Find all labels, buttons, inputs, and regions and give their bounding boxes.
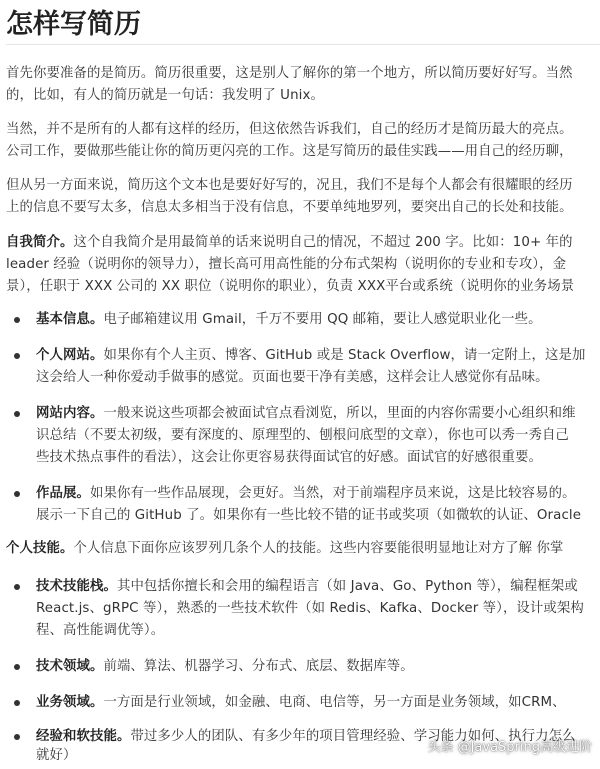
intro-p2-line-1: 当然，并不是所有的人都有这样的经历，但这依然告诉我们，自己的经历才是简历最大的亮点。	[6, 122, 573, 137]
page-title: 怎样写简历	[6, 9, 141, 40]
intro-p3-line-2: 上的信息不要写太多，信息太多相当于没有信息，不要单纯地罗列，要突出自己的长处和技能。	[6, 200, 573, 215]
bullet-dot	[14, 317, 20, 323]
list-item-site-content: 网站内容。一般来说这些项都会被面试官点看浏览，所以，里面的内容你需要小心组织和维	[36, 406, 576, 421]
bullet-dot	[14, 353, 20, 359]
list-item-portfolio-cont: 展示一下自己的 GitHub 了。如果你有一些比较不错的证书或奖项（如微软的认证、Oracle	[36, 508, 582, 523]
list-item-soft-skills-cont: 就好）	[36, 748, 77, 763]
list-item-tech-domain: 技术领域。前端、算法、机器学习、分布式、底层、数据库等。	[36, 659, 414, 674]
skills-label: 个人技能。	[6, 541, 74, 556]
bullet-dot	[14, 411, 20, 417]
bullet-dot	[14, 664, 20, 670]
watermark: 头条 @JavaSpring高级进阶	[427, 740, 592, 755]
list-item-portfolio: 作品展。如果你有一些作品展现，会更好。当然，对于前端程序员来说，这是比较容易的。	[36, 486, 576, 501]
list-item-tech-stack-cont-1: React.js、gRPC 等），熟悉的一些技术软件（如 Redis、Kafka、Docker 等），设计或架构	[36, 601, 584, 616]
list-item-site-content-cont-2: 些技术热点事件的看法），这会让你更容易获得面试官的好感。面试官的好感很重要。	[36, 450, 542, 465]
list-item-business-domain: 业务领域。一方面是行业领域，如金融、电商、电信等，另一方面是业务领域，如CRM、	[36, 695, 566, 710]
skills-line: 个人技能。个人信息下面你应该罗列几条个人的技能。这些内容要能很明显地让对方了解 你掌	[6, 541, 564, 556]
list-item-basic-info: 基本信息。电子邮箱建议用 Gmail，千万不要用 QQ 邮箱，要让人感觉职业化一些。	[36, 312, 542, 327]
list-item-tech-stack: 技术技能栈。其中包括你擅长和会用的编程语言（如 Java、Go、Python 等），编程框架或	[36, 579, 578, 594]
intro-p1-line-2: 的，比如，有人的简历就是一句话：我发明了 Unix。	[6, 88, 324, 103]
list-item-site-content-cont-1: 识总结（不要太初级，要有深度的、原理型的、刨根问底型的文章），你也可以秀一秀自己	[36, 428, 569, 443]
list-item-personal-site: 个人网站。如果你有个人主页、博客、GitHub 或是 Stack Overflow，请一定附上，这是加	[36, 348, 586, 363]
self-intro-line-3: 景），任职于 XXX 公司的 XX 职位（说明你的职业），负责 XXX平台或系统（说明你的业务场景	[6, 279, 575, 294]
self-intro-label: 自我简介。	[6, 235, 74, 250]
bullet-dot	[14, 584, 20, 590]
list-item-soft-skills: 经验和软技能。带过多少人的团队、有多少年的项目管理经验、学习能力如何、执行力怎么	[36, 729, 576, 744]
self-intro-line-2: leader 经验（说明你的领导力），擅长高可用高性能的分布式架构（说明你的专业和专攻），金	[6, 257, 567, 272]
self-intro-line-1: 自我简介。这个自我简介是用最简单的话来说明自己的情况，不超过 200 字。比如：10+ 年的	[6, 235, 573, 250]
bullet-dot	[14, 734, 20, 740]
intro-p1-line-1: 首先你要准备的是简历。简历很重要，这是别人了解你的第一个地方，所以简历要好好写。当然	[6, 66, 573, 81]
intro-p2-line-2: 公司工作，要做那些能让你的简历更闪亮的工作。这是写简历的最佳实践——用自己的经历聊，	[6, 144, 573, 159]
bullet-dot	[14, 491, 20, 497]
list-item-personal-site-cont: 这会给人一种你爱动手做事的感觉。页面也要干净有美感，这样会让人感觉你有品味。	[36, 370, 549, 385]
intro-p3-line-1: 但从另一方面来说，简历这个文本也是要好好写的，况且，我们不是每个人都会有很耀眼的经历	[6, 178, 573, 193]
list-item-tech-stack-cont-2: 程、高性能调优等）。	[36, 623, 165, 638]
bullet-dot	[14, 700, 20, 706]
title-divider	[6, 44, 600, 45]
